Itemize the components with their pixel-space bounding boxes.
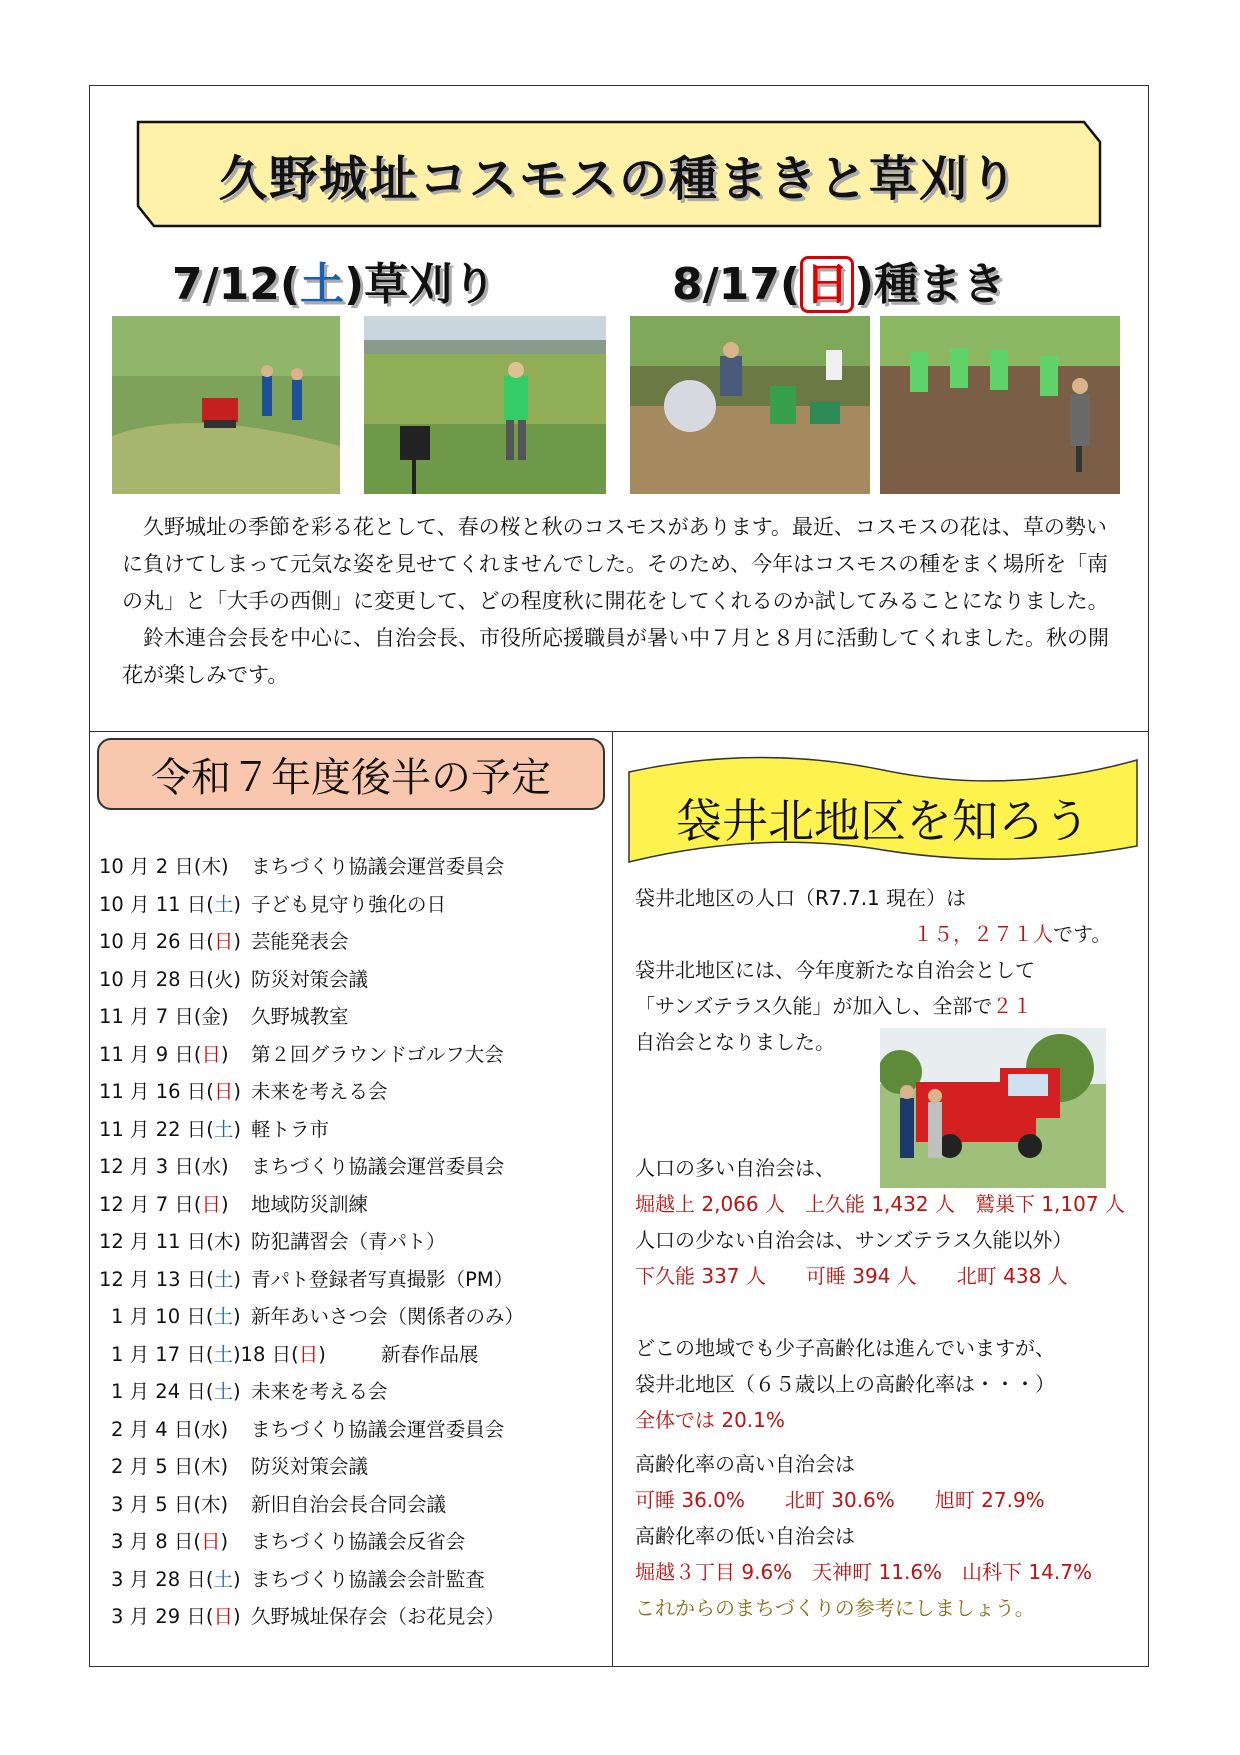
schedule-event: 防犯講習会（青パト） — [251, 1230, 446, 1253]
schedule-date — [99, 1561, 251, 1599]
schedule-date-text: ) — [232, 1567, 241, 1591]
schedule-item — [99, 1073, 609, 1111]
schedule-date — [99, 1186, 251, 1224]
schedule-event: 地域防災訓練 — [251, 1192, 369, 1216]
schedule-date — [99, 1598, 251, 1636]
schedule-date-text: ) — [233, 967, 241, 991]
banner-title: 久野城址コスモスの種まきと草刈り — [218, 150, 1019, 207]
schedule-event: まちづくり協議会運営委員会 — [251, 1417, 505, 1441]
schedule-date-text: ) — [220, 1155, 229, 1178]
aging-high-label: 高齢化率の高い自治会は — [635, 1452, 855, 1476]
new-association-text: 「サンズテラス久能」が加入し、全部で — [635, 994, 993, 1018]
schedule-date-text: )18 日( — [232, 1342, 299, 1366]
schedule-weekday: 火 — [213, 967, 234, 991]
schedule-date-text: ) — [318, 1342, 326, 1366]
schedule-weekday: 金 — [201, 1005, 221, 1028]
schedule-date — [99, 1336, 381, 1374]
schedule-event: まちづくり協議会反省会 — [251, 1530, 466, 1553]
schedule-weekday: 日 — [213, 1605, 233, 1628]
schedule-weekday: 水 — [201, 1155, 221, 1178]
district-title: 袋井北地区を知ろう — [676, 794, 1090, 848]
schedule-date-text: ) — [220, 1492, 229, 1516]
schedule-date-text: ) — [220, 1192, 229, 1216]
closing-message: これからのまちづくりの参考にしましょう。 — [635, 1596, 1035, 1620]
schedule-date-text: 2 月 4 日( — [111, 1417, 202, 1441]
few-population-values: 下久能 337 人 可睡 394 人 北町 438 人 — [635, 1264, 1068, 1288]
schedule-date-text: 3 月 8 日( — [111, 1530, 202, 1553]
schedule-event: 第２回グラウンドゴルフ大会 — [251, 1042, 504, 1066]
schedule-date-text: ) — [233, 1117, 241, 1141]
schedule-date-text: ) — [233, 930, 241, 953]
schedule-weekday: 日 — [201, 1042, 221, 1066]
schedule-date-text: ) — [232, 1380, 241, 1403]
schedule-event: 防災対策会議 — [251, 967, 369, 991]
schedule-date-text: ) — [220, 1417, 229, 1441]
schedule-date-text: 10 月 2 日( — [99, 855, 202, 878]
subtitle-mowing-rest: )草刈り — [344, 259, 497, 310]
schedule-date-text: ) — [233, 1230, 241, 1253]
schedule-weekday: 土 — [213, 892, 234, 916]
schedule-event: 防災対策会議 — [251, 1455, 369, 1478]
schedule-date — [99, 1261, 251, 1299]
schedule-item — [99, 886, 609, 924]
schedule-weekday: 土 — [213, 1117, 234, 1141]
schedule-event: まちづくり協議会運営委員会 — [251, 855, 505, 878]
schedule-weekday: 日 — [201, 1192, 221, 1216]
schedule-event: 青パト登録者写真撮影（PM） — [251, 1267, 514, 1291]
schedule-date-text: ) — [232, 1605, 241, 1628]
article-paragraph-1: 久野城址の季節を彩る花として、春の桜と秋のコスモスがあります。最近、コスモスの花は、草の勢いに負けてしまって元気な姿を見せてくれませんでした。そのため、今年はコスモスの種をまく場所を「南の丸」と「大手の西側」に変更して、どの程度秋に開花をしてくれるのか試してみることになりました。 — [122, 515, 1109, 613]
schedule-date — [99, 1223, 251, 1261]
subtitle-sowing-date: 8/17( — [672, 259, 801, 310]
schedule-item — [99, 848, 609, 886]
schedule-item — [99, 1036, 609, 1074]
aging-line-1: どこの地域でも少子高齢化は進んでいますが、 — [635, 1336, 1055, 1360]
schedule-date — [99, 961, 251, 999]
schedule-item — [99, 1486, 609, 1524]
schedule-event: 新年あいさつ会（関係者のみ） — [251, 1305, 525, 1328]
schedule-item — [99, 998, 609, 1036]
section-divider-horizontal — [89, 731, 1149, 732]
schedule-event: 久野城教室 — [251, 1005, 349, 1028]
schedule-date-text: 1 月 10 日( — [111, 1305, 214, 1328]
schedule-item — [99, 1523, 609, 1561]
population-value: １５，２７１人 — [913, 922, 1053, 946]
schedule-date — [99, 1448, 251, 1486]
schedule-list — [99, 848, 609, 1636]
schedule-date-text: ) — [232, 1305, 241, 1328]
banner — [134, 118, 1104, 230]
schedule-date-text: 3 月 29 日( — [111, 1605, 214, 1628]
schedule-item — [99, 1336, 609, 1374]
schedule-date-text: ) — [233, 1267, 241, 1291]
schedule-date-text: 3 月 5 日( — [111, 1492, 202, 1516]
subtitle-mowing-date: 7/12( — [172, 259, 301, 310]
schedule-event: 芸能発表会 — [251, 930, 349, 953]
schedule-event: 久野城址保存会（お花見会） — [251, 1605, 505, 1628]
new-association-line-3: 自治会となりました。 — [635, 1030, 835, 1054]
subtitle-mowing — [172, 248, 496, 312]
population-suffix: です。 — [1053, 922, 1112, 946]
schedule-weekday: 木 — [201, 1455, 221, 1478]
schedule-date-text: 10 月 11 日( — [99, 892, 214, 916]
photo-sowing-1 — [630, 316, 870, 494]
schedule-event: 新旧自治会長合同会議 — [251, 1492, 447, 1516]
schedule-date-text: 12 月 13 日( — [99, 1267, 214, 1291]
few-population-label: 人口の少ない自治会は、サンズテラス久能以外） — [635, 1228, 1073, 1252]
schedule-date-text: 10 月 26 日( — [99, 930, 214, 953]
new-association-line-2 — [635, 988, 1135, 1024]
article-paragraph-2: 鈴木連合会長を中心に、自治会長、市役所応援職員が暑い中７月と８月に活動してくれました。秋の開花が楽しみです。 — [122, 626, 1109, 687]
schedule-event: 未来を考える会 — [251, 1380, 388, 1403]
section-divider-vertical — [612, 731, 613, 1667]
schedule-item — [99, 1561, 609, 1599]
schedule-date-text: 11 月 7 日( — [99, 1005, 202, 1028]
aging-stats — [635, 1330, 1135, 1626]
schedule-weekday: 土 — [213, 1305, 233, 1328]
schedule-item — [99, 961, 609, 999]
aging-high-values: 可睡 36.0% 北町 30.6% 旭町 27.9% — [635, 1488, 1045, 1512]
schedule-date-text: 11 月 9 日( — [99, 1042, 202, 1066]
schedule-event: 新春作品展 — [381, 1342, 479, 1366]
many-population-label: 人口の多い自治会は、 — [635, 1156, 835, 1180]
aging-line-2: 袋井北地区（６５歳以上の高齢化率は・・・） — [635, 1372, 1055, 1396]
schedule-event: 未来を考える会 — [251, 1080, 388, 1103]
schedule-weekday: 水 — [201, 1417, 221, 1441]
schedule-item — [99, 1373, 609, 1411]
schedule-date-text: 10 月 28 日( — [99, 967, 214, 991]
schedule-date-text: 1 月 24 日( — [111, 1380, 214, 1403]
schedule-date-text: 11 月 22 日( — [99, 1117, 214, 1141]
schedule-date — [99, 1411, 251, 1449]
schedule-date — [99, 1298, 251, 1336]
schedule-item — [99, 1448, 609, 1486]
article-text — [122, 509, 1112, 694]
new-association-line-1: 袋井北地区には、今年度新たな自治会として — [635, 958, 1035, 982]
schedule-date-text: ) — [220, 1530, 229, 1553]
photo-sowing-2 — [880, 316, 1120, 494]
schedule-date — [99, 1523, 251, 1561]
schedule-item — [99, 1598, 609, 1636]
aging-low-label: 高齢化率の低い自治会は — [635, 1524, 855, 1548]
schedule-weekday: 土 — [213, 1380, 233, 1403]
schedule-item — [99, 1223, 609, 1261]
schedule-weekday: 日 — [201, 1530, 221, 1553]
schedule-date-text: ) — [233, 892, 241, 916]
subtitle-sowing-weekday: 日 — [800, 256, 854, 313]
schedule-item — [99, 1411, 609, 1449]
schedule-weekday: 木 — [201, 1492, 221, 1516]
subtitle-mowing-weekday: 土 — [300, 259, 345, 310]
schedule-date-text: ) — [220, 1455, 229, 1478]
schedule-item — [99, 1298, 609, 1336]
schedule-event: 軽トラ市 — [251, 1117, 330, 1141]
district-flag — [627, 750, 1139, 870]
schedule-date — [99, 1486, 251, 1524]
aging-total: 全体では 20.1% — [635, 1408, 785, 1432]
schedule-weekday: 日 — [213, 1080, 234, 1103]
many-population-values: 堀越上 2,066 人 上久能 1,432 人 鷲巣下 1,107 人 — [635, 1192, 1125, 1216]
schedule-weekday: 木 — [201, 855, 221, 878]
schedule-event: まちづくり協議会運営委員会 — [251, 1155, 505, 1178]
association-count: ２１ — [992, 994, 1033, 1018]
schedule-weekday: 土 — [213, 1342, 233, 1366]
schedule-date — [99, 923, 251, 961]
photo-mowing-1 — [112, 316, 340, 494]
schedule-date-text: ) — [220, 855, 229, 878]
schedule-weekday: 日 — [213, 930, 234, 953]
schedule-item — [99, 1148, 609, 1186]
schedule-date-text: 12 月 11 日( — [99, 1230, 214, 1253]
schedule-date-text: ) — [220, 1005, 229, 1028]
schedule-weekday: 土 — [213, 1567, 233, 1591]
schedule-date — [99, 1111, 251, 1149]
subtitle-sowing — [672, 248, 1006, 312]
population-line — [635, 916, 1135, 952]
schedule-item — [99, 1261, 609, 1299]
schedule-date — [99, 886, 251, 924]
schedule-weekday: 木 — [213, 1230, 234, 1253]
schedule-date — [99, 998, 251, 1036]
schedule-item — [99, 1186, 609, 1224]
schedule-date-text: 12 月 3 日( — [99, 1155, 202, 1178]
schedule-title: 令和７年度後半の予定 — [97, 738, 605, 810]
aging-low-values: 堀越３丁目 9.6% 天神町 11.6% 山科下 14.7% — [635, 1560, 1092, 1584]
schedule-item — [99, 923, 609, 961]
schedule-date — [99, 1148, 251, 1186]
population-intro: 袋井北地区の人口（R7.7.1 現在）は — [635, 886, 967, 910]
schedule-date-text: 11 月 16 日( — [99, 1080, 214, 1103]
schedule-weekday: 土 — [213, 1267, 234, 1291]
schedule-date-text: ) — [233, 1080, 241, 1103]
schedule-date — [99, 1073, 251, 1111]
schedule-date-text: 12 月 7 日( — [99, 1192, 202, 1216]
schedule-item — [99, 1111, 609, 1149]
schedule-event: まちづくり協議会会計監査 — [251, 1567, 485, 1591]
population-stats — [635, 1150, 1135, 1294]
schedule-date-text: 2 月 5 日( — [111, 1455, 202, 1478]
schedule-date — [99, 1036, 251, 1074]
schedule-weekday: 日 — [298, 1342, 319, 1366]
schedule-date-text: 3 月 28 日( — [111, 1567, 214, 1591]
schedule-date-text: 1 月 17 日( — [111, 1342, 214, 1366]
schedule-date — [99, 848, 251, 886]
schedule-date — [99, 1373, 251, 1411]
schedule-event: 子ども見守り強化の日 — [251, 892, 447, 916]
subtitle-sowing-rest: )種まき — [854, 259, 1007, 310]
photo-mowing-2 — [364, 316, 606, 494]
schedule-date-text: ) — [220, 1042, 229, 1066]
